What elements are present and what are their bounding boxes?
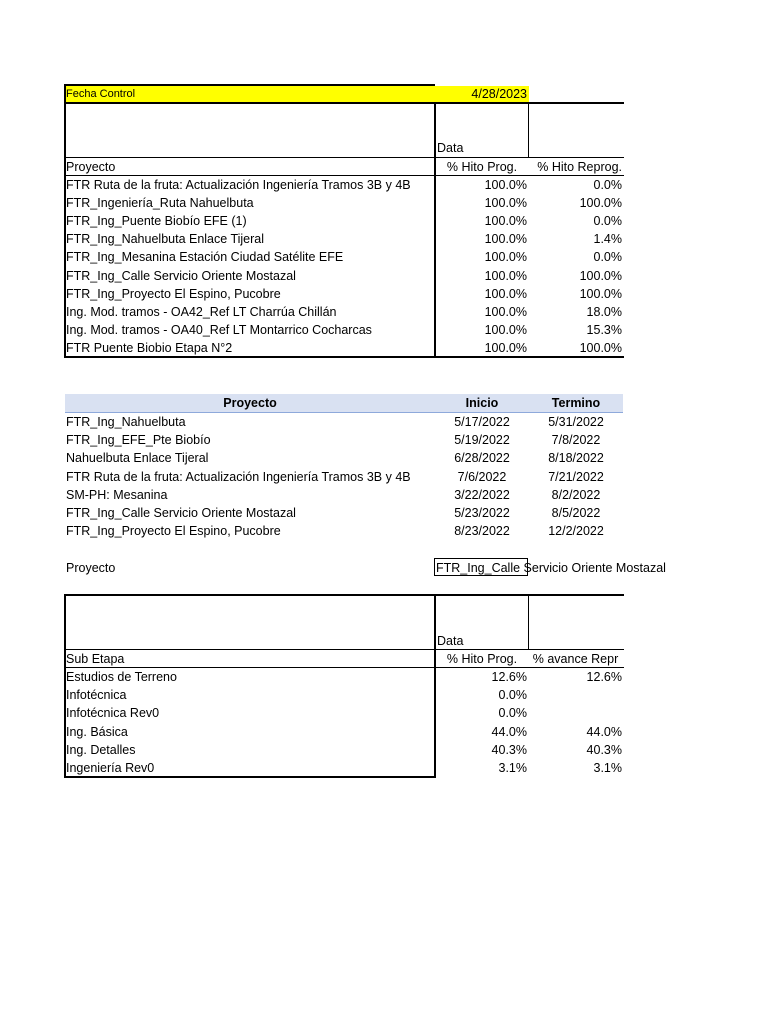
fecha-value: 4/28/2023 bbox=[471, 87, 527, 101]
list-item-inicio: 5/17/2022 bbox=[454, 415, 510, 429]
t1-header-proyecto: Proyecto bbox=[66, 160, 116, 174]
list-item-termino: 5/31/2022 bbox=[548, 415, 604, 429]
list-item-termino: 8/5/2022 bbox=[551, 506, 601, 520]
list-item-name: SM-PH: Mesanina bbox=[66, 487, 168, 502]
fecha-label: Fecha Control bbox=[66, 88, 136, 100]
list-item-inicio: 5/19/2022 bbox=[454, 433, 510, 448]
table-row-prog: 100.0% bbox=[484, 304, 527, 319]
table-row-reprog: 100.0% bbox=[579, 196, 622, 211]
table-row-reprog: 15.3% bbox=[586, 322, 622, 337]
data-label-3: Data bbox=[437, 634, 464, 648]
table-row-prog: 100.0% bbox=[484, 196, 527, 211]
table-row-subetapa: Ing. Básica bbox=[66, 724, 128, 739]
t1-header-prog: % Hito Prog. bbox=[446, 160, 518, 174]
list-item-name: Nahuelbuta Enlace Tijeral bbox=[66, 451, 209, 466]
t3-header-repr: % avance Repr bbox=[532, 652, 619, 666]
table-row-prog: 100.0% bbox=[484, 340, 527, 355]
table-row-reprog: 18.0% bbox=[586, 304, 622, 319]
table-row-name: FTR_Ing_Mesanina Estación Ciudad Satélite EFE bbox=[66, 250, 344, 265]
list-item-inicio: 3/22/2022 bbox=[454, 487, 510, 502]
table-row-name: FTR_Ingeniería_Ruta Nahuelbuta bbox=[66, 196, 254, 211]
table-row-name: Ing. Mod. tramos - OA42_Ref LT Charrúa Chillán bbox=[66, 304, 337, 319]
table-row-name: FTR_Ing_Calle Servicio Oriente Mostazal bbox=[66, 268, 296, 283]
table-row-name: FTR_Ing_Nahuelbuta Enlace Tijeral bbox=[66, 232, 265, 247]
list-item-termino: 8/18/2022 bbox=[548, 451, 604, 466]
table-row-repr: 44.0% bbox=[586, 724, 622, 739]
table-row-prog: 40.3% bbox=[491, 742, 527, 757]
table-row-prog: 100.0% bbox=[484, 286, 527, 301]
table-row-subetapa: Ing. Detalles bbox=[66, 742, 136, 757]
table-row-reprog: 0.0% bbox=[593, 214, 622, 229]
table-row-name: Ing. Mod. tramos - OA40_Ref LT Montarrico Cocharcas bbox=[66, 322, 372, 337]
table-row-name: FTR Puente Biobio Etapa N°2 bbox=[66, 340, 233, 355]
list-item-name: FTR_Ing_EFE_Pte Biobío bbox=[66, 433, 211, 448]
table-row-name: FTR_Ing_Proyecto El Espino, Pucobre bbox=[66, 286, 281, 301]
table-row-prog: 100.0% bbox=[484, 232, 527, 247]
t2-header-inicio: Inicio bbox=[465, 396, 499, 410]
table-row-reprog: 0.0% bbox=[593, 250, 622, 265]
t1-header-reprog: % Hito Reprog. bbox=[537, 160, 622, 174]
table-row-repr bbox=[529, 686, 622, 704]
table-row-prog: 100.0% bbox=[484, 322, 527, 337]
list-item-termino: 7/21/2022 bbox=[548, 469, 604, 484]
table-row-repr: 40.3% bbox=[586, 742, 622, 757]
table-row-reprog: 1.4% bbox=[593, 232, 622, 247]
table-row-prog: 100.0% bbox=[484, 214, 527, 229]
t2-header-termino: Termino bbox=[551, 396, 601, 410]
filter-label: Proyecto bbox=[66, 561, 116, 575]
t3-header-prog: % Hito Prog. bbox=[446, 652, 518, 666]
t2-header-proyecto: Proyecto bbox=[223, 396, 277, 410]
list-item-name: FTR_Ing_Proyecto El Espino, Pucobre bbox=[66, 524, 281, 539]
table-row-reprog: 100.0% bbox=[579, 286, 622, 301]
table-row-prog: 12.6% bbox=[491, 670, 527, 684]
table-row-prog: 0.0% bbox=[498, 706, 527, 721]
list-item-termino: 12/2/2022 bbox=[548, 524, 604, 539]
list-item-name: FTR Ruta de la fruta: Actualización Ingeniería Tramos 3B y 4B bbox=[66, 469, 411, 484]
list-item-termino: 8/2/2022 bbox=[551, 487, 601, 502]
list-item-inicio: 8/23/2022 bbox=[454, 524, 510, 539]
list-item-inicio: 7/6/2022 bbox=[457, 469, 507, 484]
table-row-repr: 3.1% bbox=[593, 761, 622, 775]
table-row-repr bbox=[529, 704, 622, 722]
table-row-subetapa: Ingeniería Rev0 bbox=[66, 761, 155, 775]
table-row-repr: 12.6% bbox=[586, 670, 622, 684]
table-row-reprog: 0.0% bbox=[593, 178, 622, 192]
list-item-name: FTR_Ing_Nahuelbuta bbox=[66, 415, 186, 429]
t3-header-subetapa: Sub Etapa bbox=[66, 652, 125, 666]
table-row-prog: 100.0% bbox=[484, 178, 527, 192]
table-row-subetapa: Infotécnica Rev0 bbox=[66, 706, 160, 721]
table-row-name: FTR_Ing_Puente Biobío EFE (1) bbox=[66, 214, 247, 229]
table-row-prog: 100.0% bbox=[484, 268, 527, 283]
table-row-prog: 0.0% bbox=[498, 688, 527, 703]
list-item-inicio: 5/23/2022 bbox=[454, 506, 510, 520]
table-row-name: FTR Ruta de la fruta: Actualización Ingeniería Tramos 3B y 4B bbox=[66, 178, 411, 192]
list-item-inicio: 6/28/2022 bbox=[454, 451, 510, 466]
data-label-1: Data bbox=[437, 141, 464, 155]
table-row-reprog: 100.0% bbox=[579, 340, 622, 355]
table-row-prog: 44.0% bbox=[491, 724, 527, 739]
table-row-reprog: 100.0% bbox=[579, 268, 622, 283]
filter-value: FTR_Ing_Calle Servicio Oriente Mostazal bbox=[436, 561, 666, 575]
table-row-prog: 3.1% bbox=[498, 761, 527, 775]
table-row-subetapa: Estudios de Terreno bbox=[66, 670, 177, 684]
table-row-prog: 100.0% bbox=[484, 250, 527, 265]
list-item-termino: 7/8/2022 bbox=[551, 433, 601, 448]
table-row-subetapa: Infotécnica bbox=[66, 688, 127, 703]
list-item-name: FTR_Ing_Calle Servicio Oriente Mostazal bbox=[66, 506, 296, 520]
